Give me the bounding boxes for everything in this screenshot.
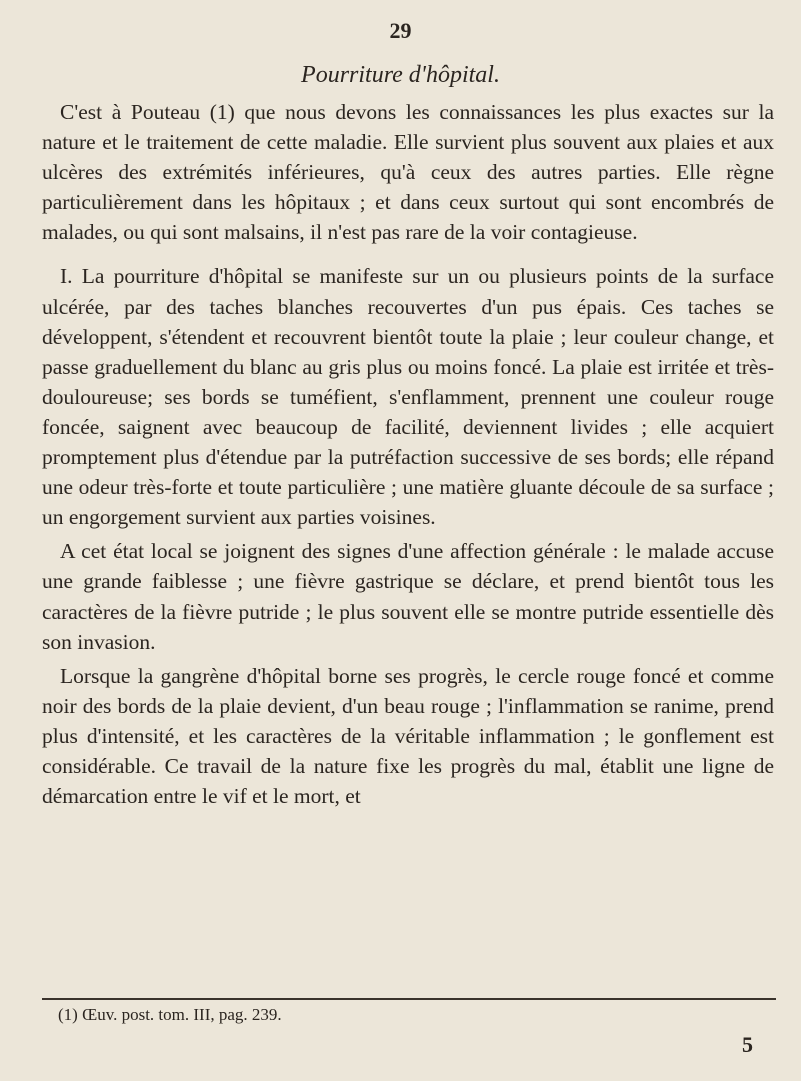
paragraph-symptoms-general: A cet état local se joignent des signes d'une affection générale : le malade accuse une grande faiblesse ; une fièvre gastrique se déclare, et prend bientôt tous les caractères de la fièvre putride ; le plus souvent elle se montre putride essentielle dès son invasion.: [42, 539, 774, 654]
signature-mark: 5: [742, 1032, 753, 1057]
footnote: (1) Œuv. post. tom. III, pag. 239.: [58, 1005, 282, 1024]
paragraph-intro: C'est à Pouteau (1) que nous devons les connaissances les plus exactes sur la nature et le traitement de cette maladie. Elle survient plus souvent aux plaies et aux ulcères des extrémités inférieures, qu'à ceux des autres parties. Elle règne particulièrement dans les hôpitaux ; et dans ceux surtout qui sont encombrés de malades, ou qui sont malsains, il n'est pas rare de la voir contagieuse.: [42, 100, 774, 245]
paragraph-progress: Lorsque la gangrène d'hôpital borne ses progrès, le cercle rouge foncé et comme noir des bords de la plaie devient, d'un beau rouge ; l'inflammation se ranime, prend plus d'intensité, et les caractères de la véritable inflammation ; le gonflement est considérable. Ce travail de la nature fixe les progrès du mal, établit une ligne de démarcation entre le vif et le mort, et: [42, 663, 774, 809]
running-title: Pourriture d'hôpital.: [301, 62, 500, 88]
footnote-divider: [42, 998, 776, 1000]
paragraph-symptoms-local: I. La pourriture d'hôpital se manifeste sur un ou plusieurs points de la surface ulcérée, par des taches blanches recouvertes d'un pus épais. Ces taches se développent, s'étendent et recouvrent bientôt toute la plaie ; leur couleur change, et passe graduellement du blanc au gris plus ou moins foncé. La plaie est irritée et très-douloureuse; ses bords se tuméfient, s'enflamment, prennent une couleur rouge foncée, saignent avec beaucoup de facilité, deviennent livides ; elle acquiert promptement plus d'étendue par la putréfaction successive de ses bords; elle répand une odeur très-forte et toute particulière ; une matière gluante découle de sa surface ; un engorgement survient aux parties voisines.: [42, 264, 774, 530]
body-text: [42, 97, 774, 815]
page-number: 29: [389, 18, 412, 43]
